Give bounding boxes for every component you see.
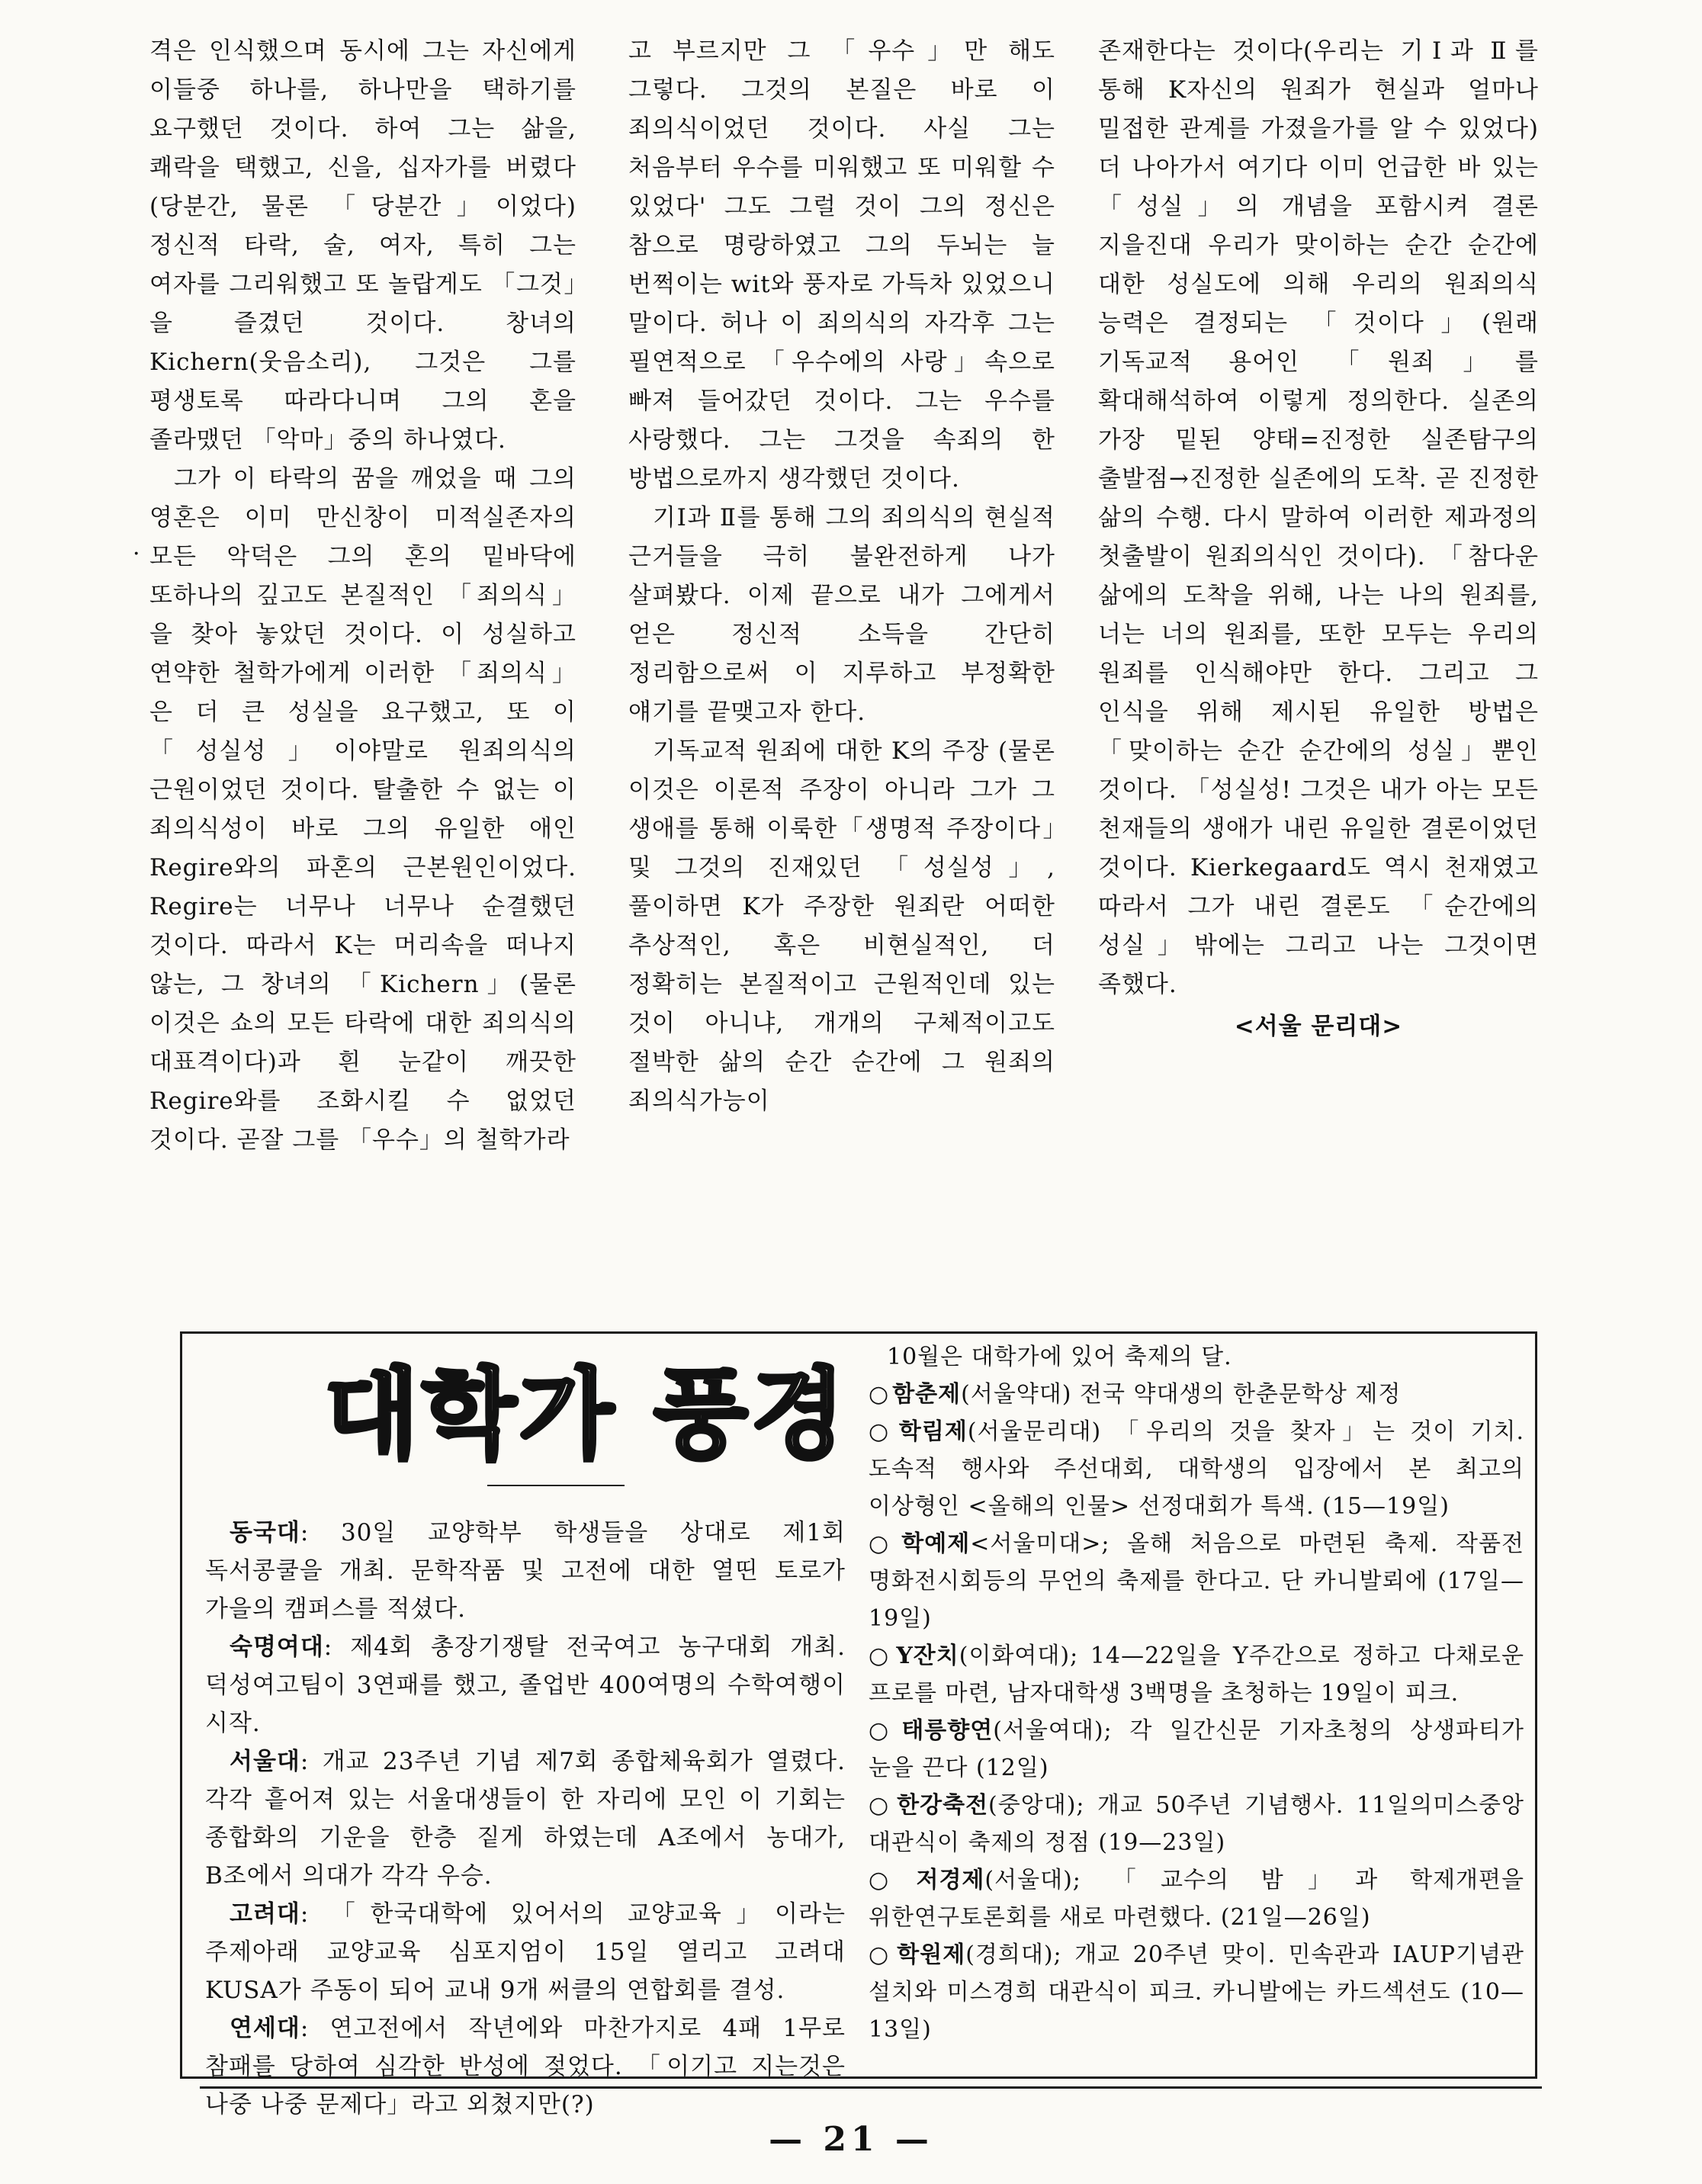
news-item <box>205 1895 846 2009</box>
university-name: 숙명여대 <box>230 1633 324 1661</box>
campus-news-box <box>180 1331 1537 2118</box>
margin-mark: · <box>133 541 140 567</box>
festival-text: (중앙대); 개교 50주년 기념행사. 11일의미스중앙 대관식이 축제의 정점 (19—23일) <box>869 1792 1524 1856</box>
festival-item <box>869 1861 1524 1936</box>
festival-name: 함춘제 <box>892 1381 962 1408</box>
page-number: — 21 — <box>769 2120 933 2159</box>
festival-name: 학원제 <box>897 1942 966 1968</box>
banner-title <box>304 1355 869 1471</box>
festival-name: 학림제 <box>898 1418 968 1445</box>
bottom-rule <box>200 2086 1542 2089</box>
bullet-circle-icon: ○ <box>869 1867 914 1893</box>
festival-name: 한강축전 <box>897 1792 989 1819</box>
bullet-circle-icon: ○ <box>869 1717 899 1744</box>
festival-item <box>869 1936 1524 2048</box>
university-name: 동국대 <box>230 1519 300 1546</box>
news-text: : 연고전에서 작년에와 마찬가지로 4패 1무로 참패를 당하여 심각한 반성에 젖었다. 「이기고 지는것은 나중 나중 문제다」라고 외쳤지만(?) <box>205 2015 846 2118</box>
bullet-circle-icon: ○ <box>869 1381 890 1408</box>
article-paragraph: 기Ⅰ과 Ⅱ를 통해 그의 죄의식의 현실적 근거들을 극히 불완전하게 나가 살펴봤다. 이제 끝으로 내가 그에게서 얻은 정신적 소득을 간단히 정리함으로써 이 지루하고 부정확한 얘기를 끝맺고자 한다. <box>628 504 1055 726</box>
article-paragraph: 그가 이 타락의 꿈을 깨었을 때 그의 영혼은 이미 만신창이 미적실존자의 모든 악덕은 그의 혼의 밑바닥에 또하나의 깊고도 본질적인 「죄의식」을 찾아 놓았던 것이다. 이 성실하고 연약한 철학가에게 이러한 「죄의식」은 더 큰 성실을 요구했고, 또 이 「성실성」이야말로 원죄의식의 근원이었던 것이다. 탈출한 수 없는 이 죄의식성이 바로 그의 유일한 애인 Regire와의 파혼의 근본원인이었다. Regire는 너무나 너무나 순결했던 것이다. 따라서 K는 머리속을 떠나지 않는, 그 창녀의 「Kichern」(물론 이것은 쇼의 모든 타락에 대한 죄의식의 대표격이다)과 흰 눈같이 깨끗한 Regire와를 조화시킬 수 없었던 것이다. 곧잘 그를 「우수」의 철학가라 <box>149 465 576 1154</box>
bullet-circle-icon: ○ <box>869 1643 894 1669</box>
festival-item <box>869 1413 1524 1525</box>
festival-name: Y잔치 <box>896 1643 959 1669</box>
university-name: 서울대 <box>230 1748 300 1775</box>
festival-text: (서울대); 「교수의 밤」과 학제개편을 위한연구토론회를 새로 마련했다. (21일—26일) <box>869 1867 1524 1931</box>
banner-title-text: 대학가 풍경 <box>324 1358 849 1471</box>
article-column-1 <box>149 32 576 1160</box>
university-name: 연세대 <box>230 2015 300 2042</box>
festival-item <box>869 1712 1524 1787</box>
banner-underline <box>487 1485 625 1486</box>
article-paragraph: 존재한다는 것이다(우리는 기Ⅰ과 Ⅱ를 통해 K자신의 원죄가 현실과 얼마나 밀접한 관계를 가졌을가를 알 수 있었다) 더 나아가서 여기다 이미 언급한 바 있는 「성실」의 개념을 포함시켜 결론 지을진대 우리가 맞이하는 순간 순간에 대한 성실도에 의해 우리의 원죄의식 능력은 결정되는 「것이다」(원래 기독교적 용어인 「원죄」를 확대해석하여 이렇게 정의한다. 실존의 가장 밑된 양태=진정한 실존탐구의 출발점→진정한 실존에의 도착. 곧 진정한 삶의 수행. 다시 말하여 이러한 제과정의 첫출발이 원죄의식인 것이다). 「참다운 삶에의 도착을 위해, 나는 나의 원죄를, 너는 너의 원죄를, 또한 모두는 우리의 원죄를 인식해야만 한다. 그리고 그 인식을 위해 제시된 유일한 방법은 「맞이하는 순간 순간에의 성실」뿐인 것이다. 「성실성! 그것은 내가 아는 모든 천재들의 생애가 내린 유일한 결론이었던 것이다. Kierkegaard도 역시 천재였고 따라서 그가 내린 결론도 「순간에의 성실」밖에는 그리고 나는 그것이면 족했다. <box>1098 37 1539 998</box>
bullet-circle-icon: ○ <box>869 1530 899 1557</box>
article-paragraph: 기독교적 원죄에 대한 K의 주장 (물론 이것은 이론적 주장이 아니라 그가 그 생애를 통해 이룩한「생명적 주장이다」및 그것의 진재있던 「성실성」, 풀이하면 K가 주장한 원죄란 어떠한 추상적인, 혹은 비현실적인, 더 정확히는 본질적이고 근원적인데 있는 것이 아니냐, 개개의 구체적이고도 절박한 삶의 순간 순간에 그 원죄의 죄의식가능이 <box>628 737 1055 1115</box>
festival-item <box>869 1787 1524 1861</box>
article-paragraph: 고 부르지만 그 「우수」만 해도 그렇다. 그것의 본질은 바로 이 죄의식이었던 것이다. 사실 그는 처음부터 우수를 미워했고 또 미워할 수 있었다' 그도 그럴 것이 그의 정신은 참으로 명랑하였고 그의 두뇌는 늘 번쩍이는 wit와 풍자로 가득차 있었으니 말이다. 허나 이 죄의식의 자각후 그는 필연적으로 「우수에의 사랑」속으로 빠져 들어갔던 것이다. 그는 우수를 사랑했다. 그는 그것을 속죄의 한 방법으로까지 생각했던 것이다. <box>628 37 1055 493</box>
news-item <box>205 1514 846 1628</box>
news-text: : 개교 23주년 기념 제7회 종합체육회가 열렸다. 각각 흩어져 있는 서울대생들이 한 자리에 모인 이 기회는 종합화의 기운을 한층 짙게 하였는데 A조에서 농대가, B조에서 의대가 각각 우승. <box>205 1748 846 1890</box>
festival-item <box>869 1525 1524 1637</box>
festival-name: 저경제 <box>916 1867 985 1893</box>
article-column-3 <box>1098 32 1539 1046</box>
author-affiliation: <서울 문리대> <box>1234 1013 1403 1040</box>
news-item <box>205 1742 846 1895</box>
news-text: : 「한국대학에 있어서의 교양교육」이라는 주제아래 교양교육 심포지엄이 15일 열리고 고려대 KUSA가 주동이 되어 교내 9개 써클의 연합회를 결성. <box>205 1900 846 2004</box>
bullet-circle-icon: ○ <box>869 1792 894 1819</box>
article-column-2 <box>628 32 1055 1121</box>
festival-name: 태릉향연 <box>901 1717 994 1744</box>
news-text: : 제4회 총장기쟁탈 전국여고 농구대회 개최. 덕성여고팀이 3연패를 했고, 졸업반 400여명의 수학여행이 시작. <box>205 1633 846 1737</box>
news-item <box>205 1628 846 1742</box>
news-item <box>205 2009 846 2124</box>
festival-text: (서울문리대) 「우리의 것을 찾자」는 것이 기치. 도속적 행사와 주선대회, 대학생의 입장에서 본 최고의 이상형인 <올해의 인물> 선정대회가 특색. (15—19일) <box>869 1418 1524 1520</box>
university-name: 고려대 <box>230 1900 300 1928</box>
festival-name: 학예제 <box>901 1530 971 1557</box>
festival-text: (서울여대); 각 일간신문 기자초청의 상생파티가 눈을 끈다 (12일) <box>869 1717 1525 1781</box>
festival-item <box>869 1637 1524 1712</box>
university-news-list <box>205 1514 846 2124</box>
news-text: : 30일 교양학부 학생들을 상대로 제1회 독서콩쿨을 개최. 문학작품 및 고전에 대한 열띤 토로가 가을의 캠퍼스를 적셨다. <box>205 1519 846 1623</box>
festival-text: <서울미대>; 올해 처음으로 마련된 축제. 작품전 명화전시회등의 무언의 축제를 한다고. 단 카니발뢰에 (17일—19일) <box>869 1530 1524 1632</box>
festival-intro: 10월은 대학가에 있어 축제의 달. <box>887 1344 1232 1370</box>
festival-text: (경희대); 개교 20주년 맞이. 민속관과 IAUP기념관 설치와 미스경희 대관식이 피크. 카니발에는 카드섹션도 (10—13일) <box>869 1942 1524 2043</box>
festival-text: (이화여대); 14—22일을 Y주간으로 정하고 다채로운 프로를 마련, 남자대학생 3백명을 초청하는 19일이 피크. <box>869 1643 1524 1707</box>
festival-text: (서울약대) 전국 약대생의 한춘문학상 제정 <box>961 1381 1402 1408</box>
bullet-circle-icon: ○ <box>869 1942 894 1968</box>
bullet-circle-icon: ○ <box>869 1418 896 1445</box>
festival-list <box>869 1338 1524 2048</box>
article-paragraph: 격은 인식했으며 동시에 그는 자신에게 이들중 하나를, 하나만을 택하기를 요구했던 것이다. 하여 그는 삶을, 쾌락을 택했고, 신을, 십자가를 버렸다(당분간, 물론 「당분간」이었다) 정신적 타락, 술, 여자, 특히 그는 여자를 그리워했고 또 놀랍게도 「그것」을 즐겼던 것이다. 창녀의 Kichern(웃음소리), 그것은 그를 평생토록 따라다니며 그의 혼을 졸라맸던 「악마」중의 하나였다. <box>149 37 576 454</box>
festival-item <box>869 1376 1524 1413</box>
